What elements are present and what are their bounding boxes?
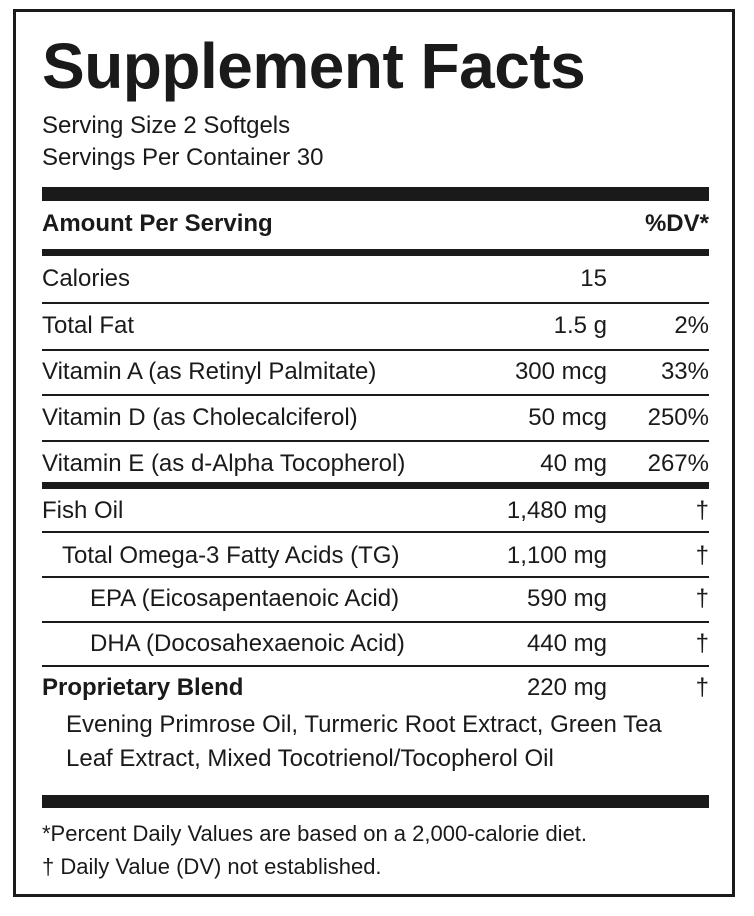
supplement-facts-panel — [13, 9, 735, 897]
servings-per-container: Servings Per Container 30 — [42, 144, 324, 171]
serving-size: Serving Size 2 Softgels — [42, 112, 291, 139]
row-calories — [42, 259, 709, 299]
row-amount: 1,480 mg — [506, 497, 607, 524]
dv-header: %DV* — [644, 210, 709, 237]
row-dv: † — [695, 542, 709, 569]
row-vitamin-e — [42, 444, 709, 484]
row-amount: 1.5 g — [553, 312, 607, 339]
row-label: Fish Oil — [42, 497, 124, 524]
row-divider — [42, 665, 709, 667]
row-divider — [42, 302, 709, 304]
row-divider — [42, 440, 709, 442]
row-divider — [42, 531, 709, 533]
row-divider — [42, 349, 709, 351]
panel-content — [42, 12, 709, 894]
row-label: Proprietary Blend — [42, 674, 244, 701]
row-vitamin-a — [42, 352, 709, 392]
row-amount: 440 mg — [526, 630, 607, 657]
section-divider — [42, 482, 709, 489]
row-amount: 590 mg — [526, 585, 607, 612]
row-amount: 40 mg — [540, 450, 607, 477]
row-amount: 15 — [580, 265, 607, 292]
row-total-fat — [42, 306, 709, 346]
thick-divider-bottom — [42, 795, 709, 808]
row-label: Vitamin E (as d-Alpha Tocopherol) — [42, 450, 406, 477]
footnote-dv: *Percent Daily Values are based on a 2,000-calorie diet. — [42, 821, 588, 846]
table-header-row — [42, 204, 709, 244]
row-proprietary-blend — [42, 668, 709, 708]
panel-title: Supplement Facts — [42, 30, 586, 102]
row-dv: 33% — [660, 358, 709, 385]
row-amount: 50 mcg — [528, 404, 607, 431]
row-fish-oil — [42, 491, 709, 531]
row-amount: 220 mg — [526, 674, 607, 701]
row-amount: 1,100 mg — [506, 542, 607, 569]
row-label: Vitamin A (as Retinyl Palmitate) — [42, 358, 377, 385]
row-divider — [42, 621, 709, 623]
row-dv: † — [695, 674, 709, 701]
row-label: Vitamin D (as Cholecalciferol) — [42, 404, 358, 431]
row-dv: † — [695, 585, 709, 612]
blend-ingredients: Evening Primrose Oil, Turmeric Root Extract, Green Tea Leaf Extract, Mixed Tocotrienol/Tocopherol Oil — [66, 711, 662, 772]
row-label: Total Omega-3 Fatty Acids (TG) — [62, 542, 400, 569]
row-label: Total Fat — [42, 312, 135, 339]
row-dv: † — [695, 630, 709, 657]
row-epa — [42, 579, 709, 619]
row-dv: 250% — [647, 404, 709, 431]
row-dv: 267% — [647, 450, 709, 477]
row-label: EPA (Eicosapentaenoic Acid) — [90, 585, 400, 612]
row-amount: 300 mcg — [514, 358, 607, 385]
row-dv: † — [695, 497, 709, 524]
row-vitamin-d — [42, 398, 709, 438]
row-divider — [42, 394, 709, 396]
header-divider — [42, 249, 709, 256]
row-label: Calories — [42, 265, 131, 292]
thick-divider-top — [42, 187, 709, 201]
row-dha — [42, 624, 709, 664]
footnote-dagger: † Daily Value (DV) not established. — [42, 854, 382, 879]
row-divider — [42, 576, 709, 578]
row-label: DHA (Docosahexaenoic Acid) — [90, 630, 405, 657]
amount-per-serving-header: Amount Per Serving — [42, 210, 273, 237]
row-dv: 2% — [674, 312, 709, 339]
row-omega-3 — [42, 536, 709, 576]
